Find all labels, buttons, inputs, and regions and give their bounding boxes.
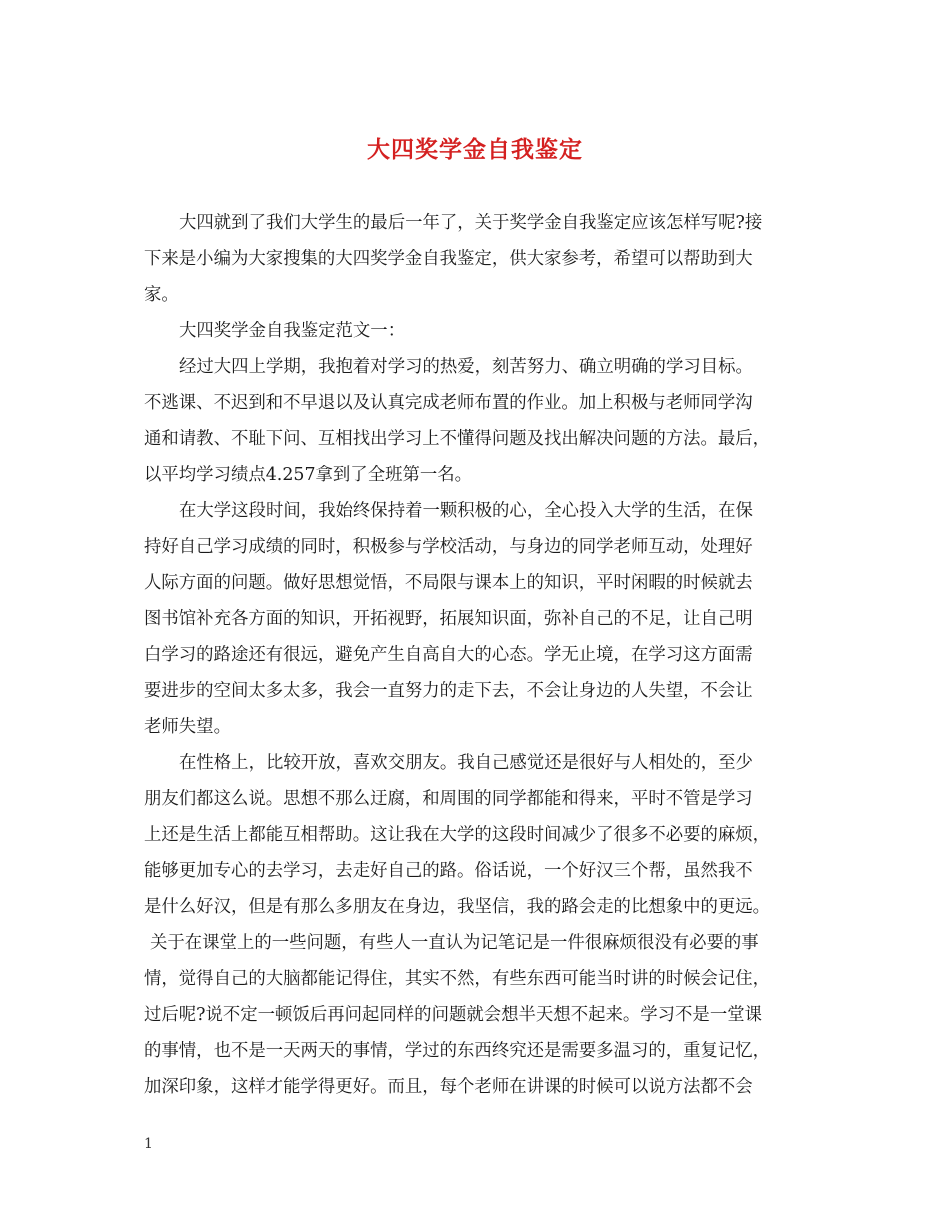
text-line: 白学习的路途还有很远，避免产生自高自大的心态。学无止境，在学习这方面需 [144, 645, 753, 665]
text-line: 的事情，也不是一天两天的事情，学过的东西终究还是需要多温习的，重复记忆， [144, 1041, 771, 1061]
text-line: 持好自己学习成绩的同时，积极参与学校活动，与身边的同学老师互动，处理好 [144, 537, 753, 557]
text-line: 要进步的空间太多太多，我会一直努力的走下去，不会让身边的人失望，不会让 [144, 681, 753, 701]
text-line: 是什么好汉，但是有那么多朋友在身边，我坚信，我的路会走的比想象中的更远。 [144, 897, 771, 917]
text-line: 图书馆补充各方面的知识，开拓视野，拓展知识面，弥补自己的不足，让自己明 [144, 609, 753, 629]
text-line: 在大学这段时间，我始终保持着一颗积极的心，全心投入大学的生活，在保 [179, 501, 753, 521]
section-heading: 大四奖学金自我鉴定范文一： [179, 321, 406, 341]
text-line: 以平均学习绩点4.257拿到了全班第一名。 [144, 465, 473, 485]
document-body [144, 205, 814, 1105]
text-line: 人际方面的问题。做好思想觉悟，不局限与课本上的知识，平时闲暇的时候就去 [144, 573, 753, 593]
text-line: 家。 [144, 285, 179, 305]
text-line: 关于在课堂上的一些问题，有些人一直认为记笔记是一件很麻烦很没有必要的事 [150, 933, 759, 953]
text-line: 不逃课、不迟到和不早退以及认真完成老师布置的作业。加上积极与老师同学沟 [144, 393, 753, 413]
text-line: 通和请教、不耻下问、互相找出学习上不懂得问题及找出解决问题的方法。最后， [144, 429, 771, 449]
text-line: 朋友们都这么说。思想不那么迂腐，和周围的同学都能和得来，平时不管是学习 [144, 789, 753, 809]
text-line: 过后呢?说不定一顿饭后再问起同样的问题就会想半天想不起来。学习不是一堂课 [144, 1005, 762, 1025]
text-line: 大四就到了我们大学生的最后一年了，关于奖学金自我鉴定应该怎样写呢?接 [179, 213, 763, 233]
text-line: 加深印象，这样才能学得更好。而且，每个老师在讲课的时候可以说方法都不会 [144, 1077, 753, 1097]
page-number: 1 [144, 1136, 153, 1152]
text-line: 在性格上，比较开放，喜欢交朋友。我自己感觉还是很好与人相处的，至少 [179, 753, 753, 773]
text-line: 情，觉得自己的大脑都能记得住，其实不然，有些东西可能当时讲的时候会记住， [144, 969, 771, 989]
text-line: 上还是生活上都能互相帮助。这让我在大学的这段时间减少了很多不必要的麻烦， [144, 825, 771, 845]
text-line: 老师失望。 [144, 717, 231, 737]
text-line: 经过大四上学期，我抱着对学习的热爱，刻苦努力、确立明确的学习目标。 [179, 357, 753, 377]
page-title: 大四奖学金自我鉴定 [367, 136, 583, 163]
text-line: 下来是小编为大家搜集的大四奖学金自我鉴定，供大家参考，希望可以帮助到大 [144, 249, 753, 269]
text-line: 能够更加专心的去学习，去走好自己的路。俗话说，一个好汉三个帮，虽然我不 [144, 861, 753, 881]
